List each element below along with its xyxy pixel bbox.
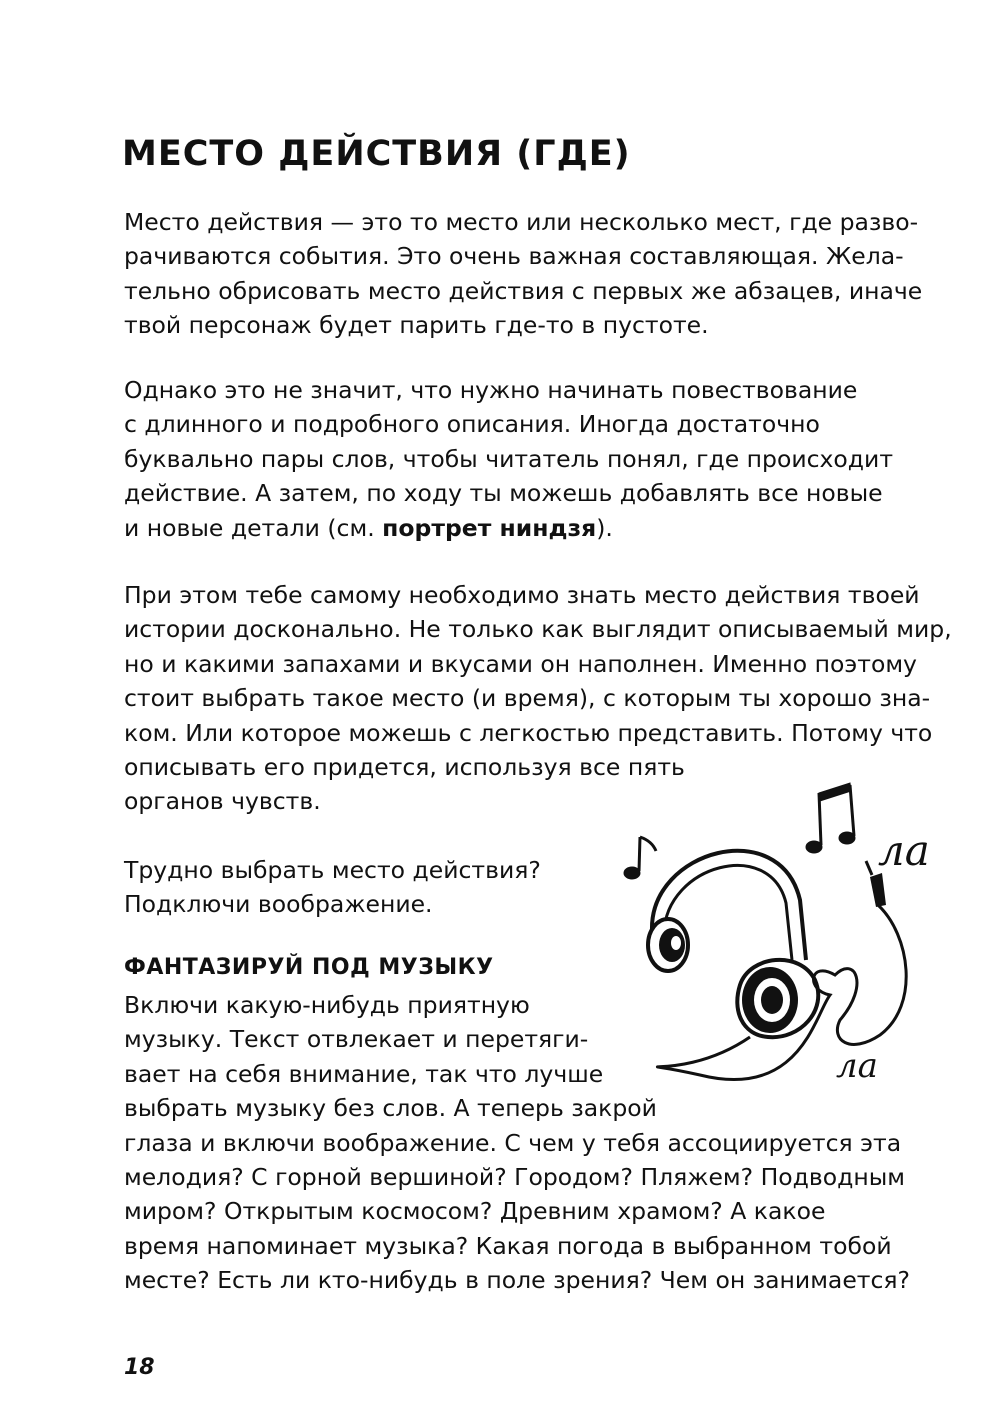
music-note-icon: [624, 837, 656, 879]
right-ear-cup: [737, 960, 818, 1037]
text-line: мелодия? С горной вершиной? Городом? Пляжем? Подводным: [124, 1163, 905, 1192]
text-line: рачиваются события. Это очень важная составляющая. Жела-: [124, 242, 904, 271]
text-line: Подключи воображение.: [124, 890, 433, 919]
text-line: выбрать музыку без слов. А теперь закрой: [124, 1094, 657, 1123]
paragraph-setting-definition: [124, 205, 922, 343]
text-line: с длинного и подробного описания. Иногда достаточно: [124, 410, 820, 439]
headphones-illustration: [600, 755, 980, 1115]
text-line: ком. Или которое можешь с легкостью представить. Потому что: [124, 718, 933, 747]
text-line: органов чувств.: [124, 787, 321, 816]
text-line: действие. А затем, по ходу ты можешь добавлять все новые: [124, 479, 883, 508]
text-line: Место действия — это то место или несколько мест, где разво-: [124, 208, 919, 236]
paragraph-description: [124, 373, 893, 545]
left-ear-cup: [648, 919, 688, 971]
text-line: глаза и включи воображение. С чем у тебя ассоциируется эта: [124, 1128, 902, 1157]
text-line: время напоминает музыка? Какая погода в выбранном тобой: [124, 1231, 892, 1260]
section-title: МЕСТО ДЕЙСТВИЯ (ГДЕ): [122, 134, 631, 174]
text-line: стоит выбрать такое место (и время), с которым ты хорошо зна-: [124, 684, 931, 713]
subheading: ФАНТАЗИРУЙ ПОД МУЗЫКУ: [124, 955, 494, 980]
text-line: истории досконально. Не только как выглядит описываемый мир,: [124, 615, 952, 644]
text-line: вает на себя внимание, так что лучше: [124, 1059, 604, 1088]
page-number: 18: [124, 1355, 155, 1380]
text-line: [124, 511, 893, 545]
text-line: твой персонаж будет парить где-то в пустоте.: [124, 311, 709, 340]
text-line: Трудно выбрать место действия?: [124, 856, 541, 884]
text-line: буквально пары слов, чтобы читатель понял, где происходит: [124, 444, 894, 473]
double-note-icon: [806, 783, 855, 853]
paragraph-imagination: [124, 853, 541, 922]
text-line: музыку. Текст отвлекает и перетяги-: [124, 1025, 589, 1054]
la-bottom-text: ла: [836, 1046, 878, 1086]
text-line: описывать его придется, используя все пять: [124, 753, 685, 782]
text-line: миром? Открытым космосом? Древним храмом? А какое: [124, 1197, 826, 1226]
text-fragment: и новые детали (см.: [124, 513, 383, 542]
text-line: При этом тебе самому необходимо знать место действия твоей: [124, 581, 920, 609]
text-line: Включи какую-нибудь приятную: [124, 991, 530, 1019]
text-line: месте? Есть ли кто-нибудь в поле зрения? Чем он занимается?: [124, 1266, 910, 1295]
text-line: но и какими запахами и вкусами он наполнен. Именно поэтому: [124, 649, 917, 678]
headphones-icon: [600, 755, 980, 1115]
text-line: тельно обрисовать место действия с первых же абзацев, иначе: [124, 276, 923, 305]
text-fragment: ).: [596, 513, 613, 542]
cross-reference: портрет ниндзя: [382, 513, 597, 542]
text-line: Однако это не значит, что нужно начинать повествование: [124, 376, 858, 404]
la-top-text: ла: [878, 826, 930, 875]
